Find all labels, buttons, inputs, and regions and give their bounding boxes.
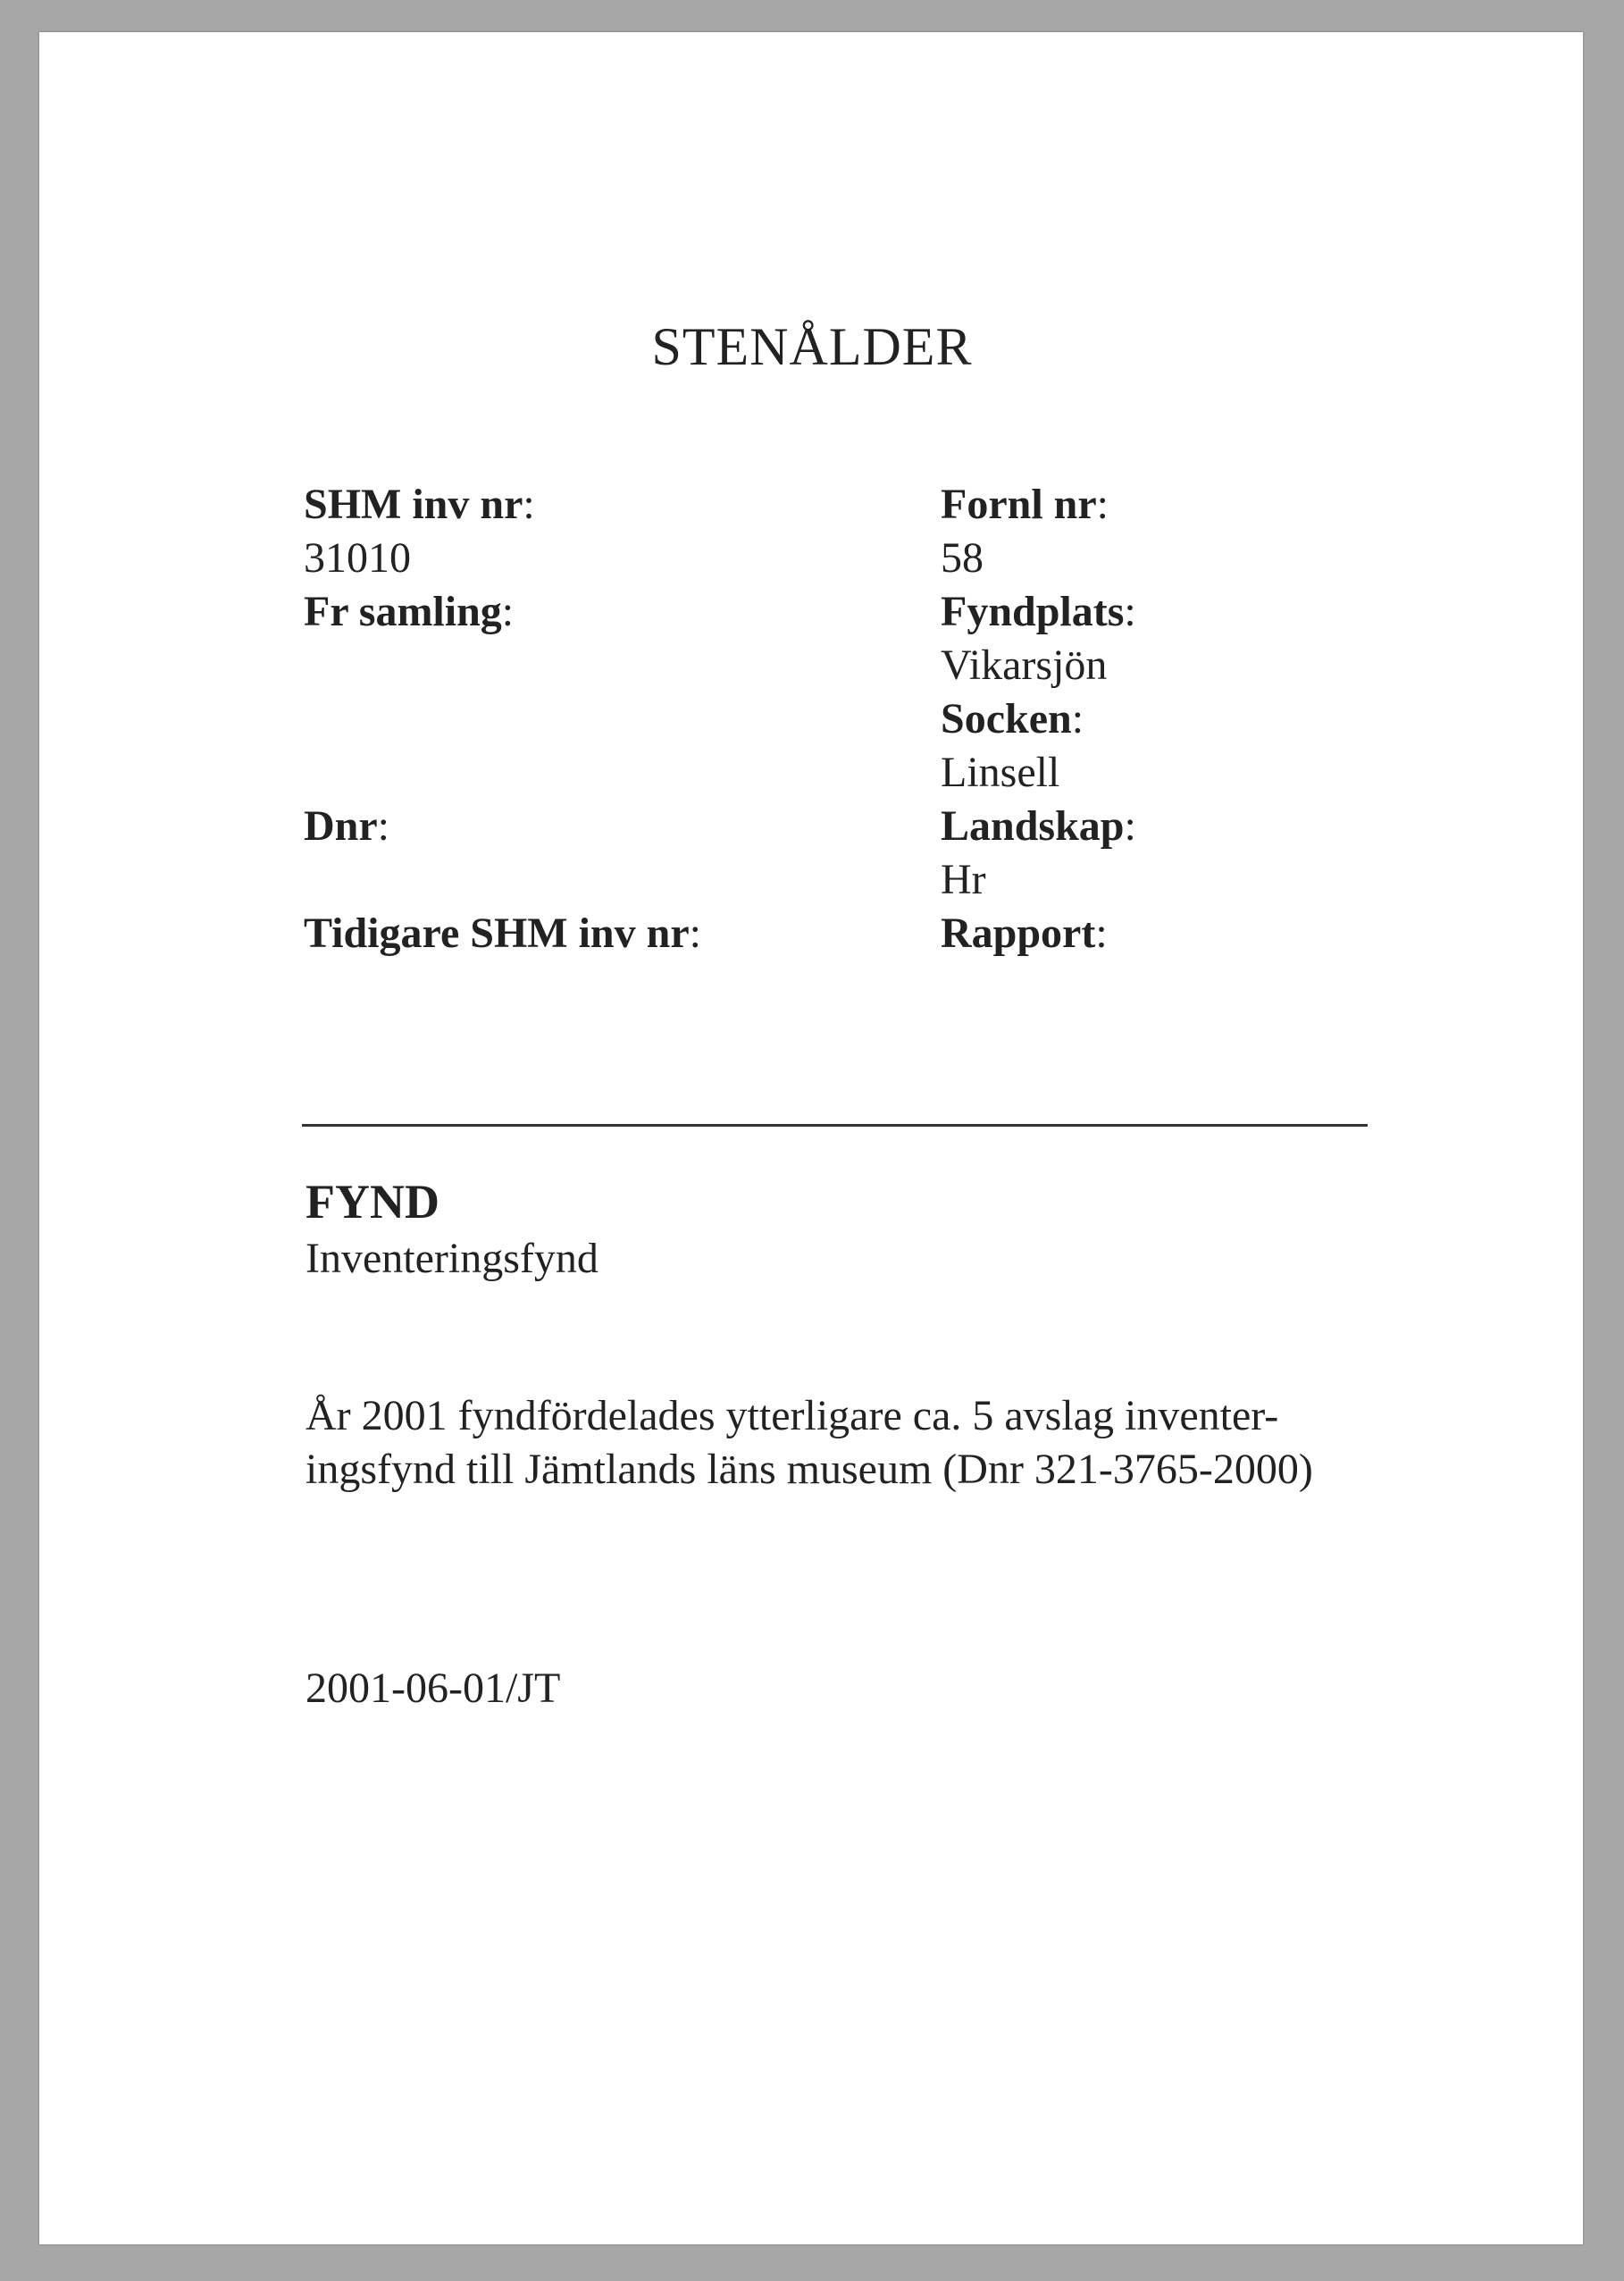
tidigare-shm-inv-nr-label: Tidigare SHM inv nr:	[304, 910, 701, 957]
shm-inv-nr-label: SHM inv nr:	[304, 481, 535, 528]
fr-samling-label: Fr samling:	[304, 588, 515, 635]
fyndplats-value: Vikarsjön	[941, 642, 1108, 689]
fynd-heading: FYND	[306, 1175, 439, 1229]
fornl-nr-label: Fornl nr:	[941, 481, 1109, 528]
landskap-value: Hr	[941, 856, 986, 903]
socken-value: Linsell	[941, 749, 1060, 796]
page-title: STENÅLDER	[651, 317, 973, 376]
shm-inv-nr-value: 31010	[304, 534, 411, 582]
fornl-nr-value: 58	[941, 534, 984, 582]
section-divider	[302, 1124, 1368, 1127]
dnr-label: Dnr:	[304, 802, 390, 850]
fynd-paragraph	[306, 1389, 1395, 1497]
paragraph-line-2: ingsfynd till Jämtlands läns museum (Dnr 321-3765-2000)	[306, 1446, 1313, 1493]
paragraph-line-1: År 2001 fyndfördelades ytterligare ca. 5 avslag inventer-	[306, 1392, 1279, 1439]
landskap-label: Landskap:	[941, 802, 1136, 850]
date-signature: 2001-06-01/JT	[306, 1665, 561, 1712]
right-column	[941, 478, 1494, 960]
rapport-label: Rapport:	[941, 910, 1108, 957]
fynd-subheading: Inventeringsfynd	[306, 1235, 599, 1282]
fyndplats-label: Fyndplats:	[941, 588, 1136, 635]
left-column	[304, 478, 884, 960]
socken-label: Socken:	[941, 695, 1084, 742]
